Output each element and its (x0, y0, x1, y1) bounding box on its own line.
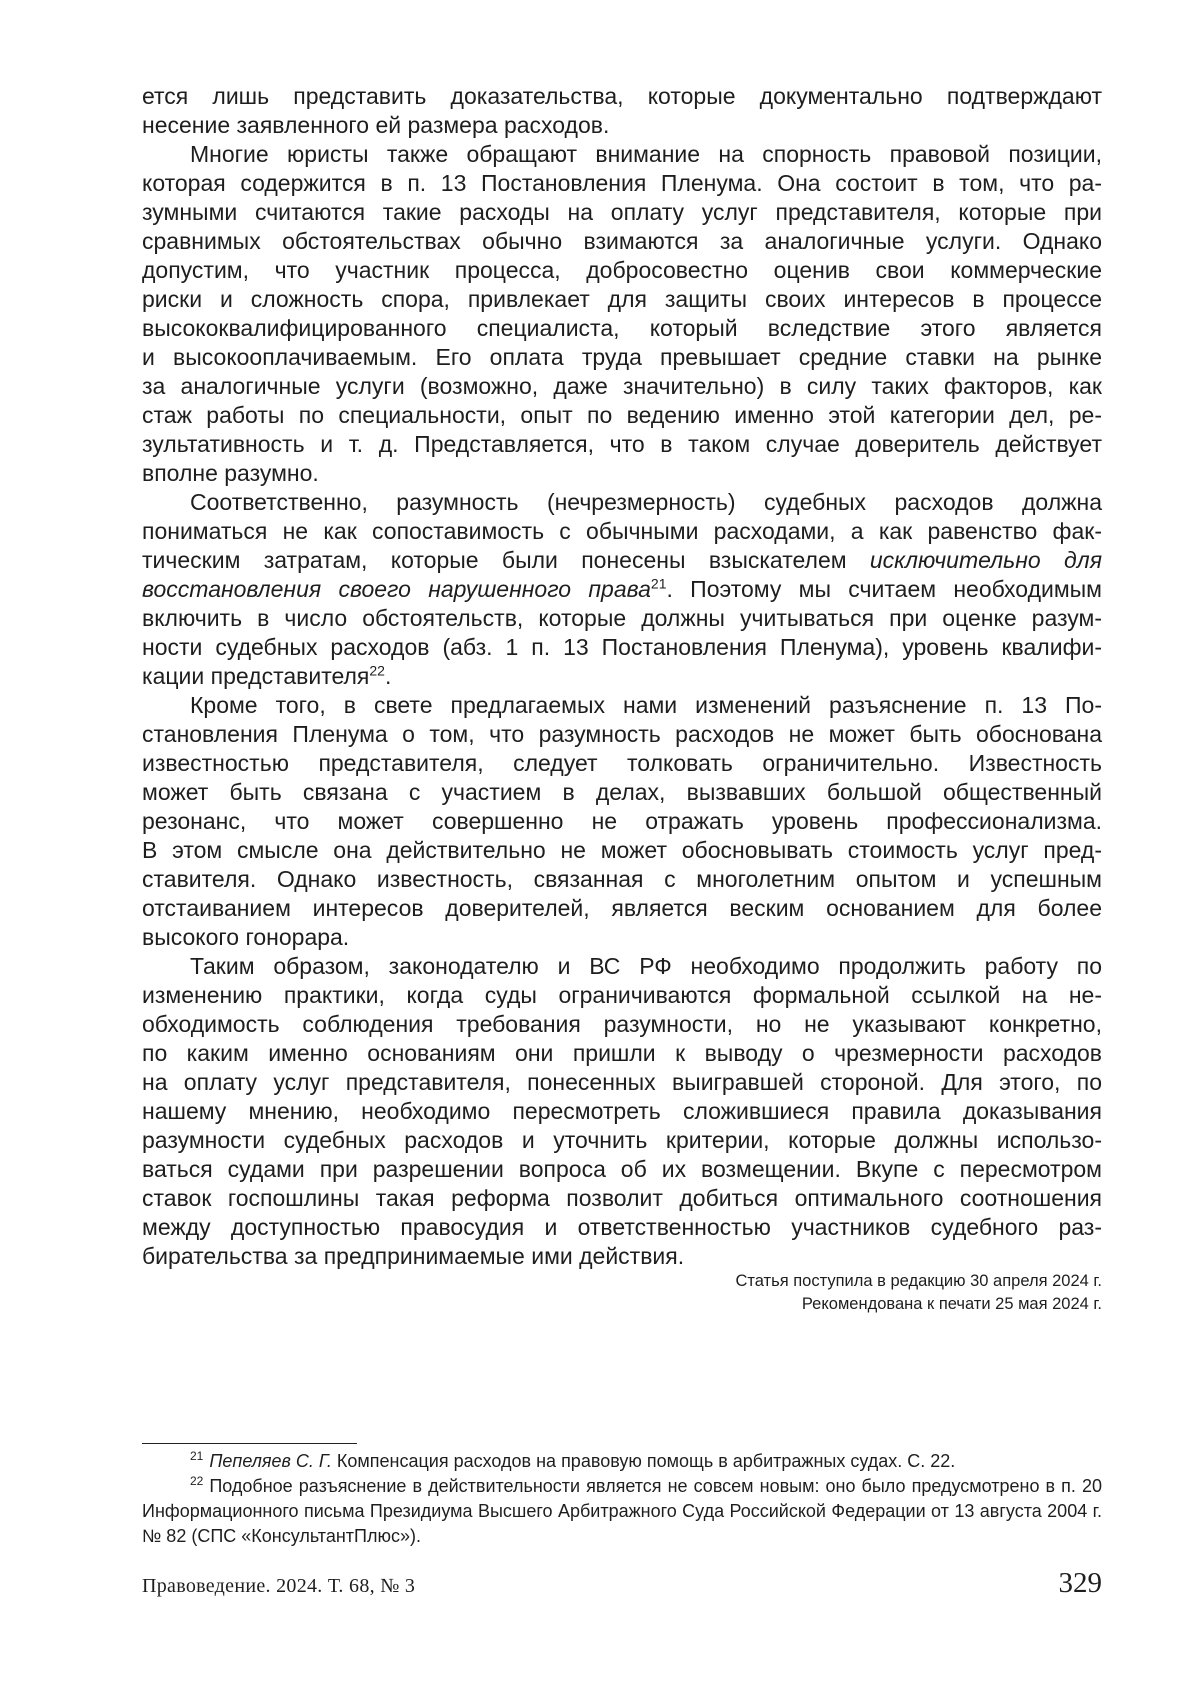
text-line: Соответственно, разумность (нечрезмерность) судебных расходов должна (190, 489, 1102, 515)
text-line: изменению практики, когда суды ограничиваются формальной ссылкой на не- (142, 982, 1102, 1008)
text-line: ставок госпошлины такая реформа позволит добиться оптимального соотношения (142, 1185, 1102, 1211)
text-line (142, 662, 1102, 691)
text-line: ности судебных расходов (абз. 1 п. 13 Постановления Пленума), уровень квалифи- (142, 634, 1102, 660)
text-line: отстаиванием интересов доверителей, является веским основанием для более (142, 895, 1102, 921)
text-line: по каким именно основаниям они пришли к выводу о чрезмерности расходов (142, 1040, 1102, 1066)
text-line: ставителя. Однако известность, связанная с многолетним опытом и успешным (142, 866, 1102, 892)
text-line: может быть связана с участием в делах, вызвавших большой общественный (142, 779, 1102, 805)
text-line: бирательства за предпринимаемые ими действия. (142, 1243, 685, 1269)
text-line: риски и сложность спора, привлекает для защиты своих интересов в процессе (142, 286, 1102, 312)
text-line: вполне разумно. (142, 460, 319, 486)
footnote-22 (142, 1474, 1102, 1549)
text-line: известностью представителя, следует толковать ограничительно. Известность (142, 750, 1102, 776)
footnote-ref: 22 (369, 662, 385, 679)
page-footer (142, 1567, 1102, 1600)
text-line: Кроме того, в свете предлагаемых нами изменений разъяснение п. 13 По- (190, 692, 1102, 718)
italic-text: восстановления своего нарушенного права (142, 576, 651, 602)
text-line: В этом смысле она действительно не может обосновывать стоимость услуг пред- (142, 837, 1102, 863)
text-line: сравнимых обстоятельствах обычно взимаются за аналогичные услуги. Однако (142, 228, 1102, 254)
text-line: нашему мнению, необходимо пересмотреть сложившиеся правила доказывания (142, 1098, 1102, 1124)
text-line: Таким образом, законодателю и ВС РФ необходимо продолжить работу по (190, 953, 1102, 979)
journal-citation: Правоведение. 2024. Т. 68, № 3 (142, 1575, 416, 1597)
text-segment: тическим затратам, которые были понесены взыскателем (142, 547, 870, 573)
text-line: обходимость соблюдения требования разумности, но не указывают конкретно, (142, 1011, 1102, 1037)
text-line: высококвалифицированного специалиста, который вследствие этого является (142, 315, 1102, 341)
text-line: становления Пленума о том, что разумность расходов не может быть обоснована (142, 721, 1102, 747)
text-line: ется лишь представить доказательства, которые документально подтверждают (142, 83, 1102, 109)
text-line: разумности судебных расходов и уточнить критерии, которые должны использо- (142, 1127, 1102, 1153)
text-line: ваться судами при разрешении вопроса об их возмещении. Вкупе с пересмотром (142, 1156, 1102, 1182)
footnote-author: Пепеляев С. Г. (209, 1451, 332, 1471)
article-body (142, 82, 1102, 1271)
footnote-text: Компенсация расходов на правовую помощь в арбитражных судах. С. 22. (331, 1451, 956, 1471)
text-segment: кации представителя (142, 663, 370, 689)
text-line: зультативность и т. д. Представляется, что в таком случае доверитель действует (142, 431, 1102, 457)
text-line: которая содержится в п. 13 Постановления Пленума. Она состоит в том, что ра- (142, 170, 1102, 196)
text-line: высокого гонорара. (142, 924, 350, 950)
recommended-date: Рекомендована к печати 25 мая 2024 г. (801, 1295, 1102, 1313)
text-line: несение заявленного ей размера расходов. (142, 112, 610, 138)
text-line: Многие юристы также обращают внимание на спорность правовой позиции, (190, 141, 1102, 167)
text-line: зумными считаются такие расходы на оплату услуг представителя, которые при (142, 199, 1102, 225)
footnotes (142, 1449, 1102, 1549)
footnote-separator (142, 1443, 357, 1444)
footnote-ref: 21 (650, 575, 667, 592)
text-segment: . Поэтому мы считаем необходимым (666, 576, 1102, 602)
text-line: между доступностью правосудия и ответственностью участников судебного раз- (142, 1214, 1102, 1240)
footnote-text: Подобное разъяснение в действительности является не совсем новым: оно было предусмотрено в п. 20 Информационного письма Президиума Высшего Арбитражного Суда Российской Федерации от 13 августа 2004 г. № 82 (СПС «КонсультантПлюс»). (142, 1476, 1102, 1546)
text-line: допустим, что участник процесса, добросовестно оценив свои коммерческие (142, 257, 1102, 283)
text-line (142, 546, 1102, 575)
text-line: за аналогичные услуги (возможно, даже значительно) в силу таких факторов, как (142, 373, 1102, 399)
text-line: и высокооплачиваемым. Его оплата труда превышает средние ставки на рынке (142, 344, 1102, 370)
footnote-21 (142, 1449, 1102, 1474)
text-line: пониматься не как сопоставимость с обычными расходами, а как равенство фак- (142, 518, 1102, 544)
footnote-number: 22 (190, 1474, 204, 1488)
footnote-number: 21 (190, 1449, 204, 1463)
text-line: включить в число обстоятельств, которые должны учитываться при оценке разум- (142, 605, 1102, 631)
text-line: стаж работы по специальности, опыт по ведению именно этой категории дел, ре- (142, 402, 1102, 428)
page-number: 329 (1058, 1567, 1102, 1599)
text-line: резонанс, что может совершенно не отражать уровень профессионализма. (142, 808, 1102, 834)
text-line: на оплату услуг представителя, понесенных выигравшей стороной. Для этого, по (142, 1069, 1102, 1095)
text-segment: . (384, 663, 392, 689)
received-date: Статья поступила в редакцию 30 апреля 2024 г. (735, 1272, 1102, 1290)
italic-text: исключительно для (869, 547, 1102, 573)
submission-note (735, 1270, 1102, 1316)
text-line (142, 575, 1102, 604)
